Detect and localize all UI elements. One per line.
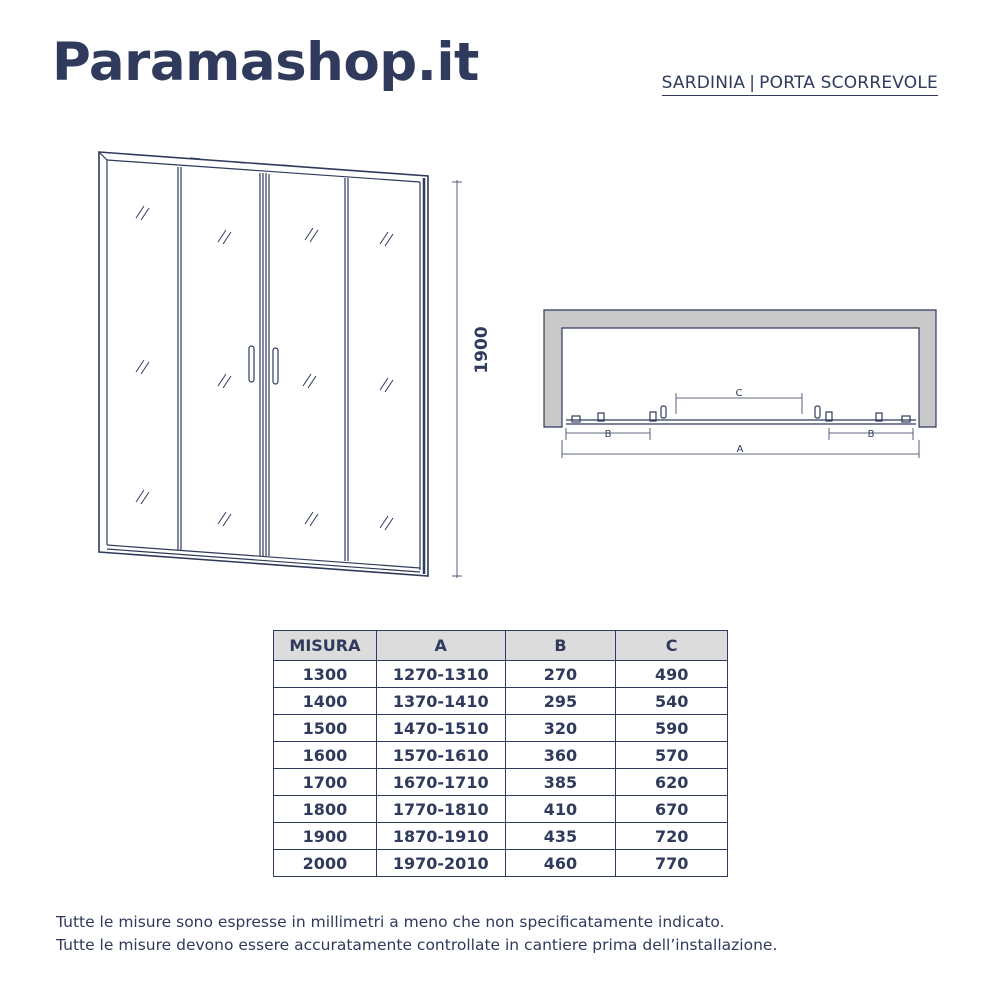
- cell-b: 360: [505, 742, 616, 769]
- cell-b: 435: [505, 823, 616, 850]
- cell-a: 1770-1810: [376, 796, 505, 823]
- table-row: [274, 661, 728, 688]
- plan-view-drawing: [544, 310, 936, 458]
- cell-a: 1370-1410: [376, 688, 505, 715]
- cell-misura: 1400: [274, 688, 377, 715]
- notes: [56, 911, 777, 957]
- dimension-c-label: C: [735, 388, 743, 399]
- cell-a: 1570-1610: [376, 742, 505, 769]
- cell-b: 295: [505, 688, 616, 715]
- cell-b: 270: [505, 661, 616, 688]
- cell-c: 570: [616, 742, 728, 769]
- table-row: [274, 850, 728, 877]
- dimension-b-right-label: B: [867, 429, 875, 440]
- cell-a: 1270-1310: [376, 661, 505, 688]
- cell-c: 590: [616, 715, 728, 742]
- cell-misura: 1700: [274, 769, 377, 796]
- note-units: Tutte le misure sono espresse in millimetri a meno che non specificatamente indicato.: [56, 913, 725, 931]
- cell-c: 770: [616, 850, 728, 877]
- cell-c: 540: [616, 688, 728, 715]
- cell-c: 490: [616, 661, 728, 688]
- product-type: PORTA SCORREVOLE: [759, 73, 938, 93]
- cell-b: 410: [505, 796, 616, 823]
- cell-c: 670: [616, 796, 728, 823]
- column-header-misura: MISURA: [274, 631, 377, 661]
- cell-b: 320: [505, 715, 616, 742]
- product-model: SARDINIA: [661, 73, 746, 93]
- brand-logo: Paramashop.it: [52, 32, 479, 93]
- front-view-drawing: [99, 152, 462, 578]
- cell-c: 620: [616, 769, 728, 796]
- table-header-row: [274, 631, 728, 661]
- cell-b: 460: [505, 850, 616, 877]
- table-row: [274, 796, 728, 823]
- cell-misura: 2000: [274, 850, 377, 877]
- cell-misura: 1500: [274, 715, 377, 742]
- cell-misura: 1800: [274, 796, 377, 823]
- cell-misura: 1300: [274, 661, 377, 688]
- title-separator: |: [749, 73, 756, 93]
- column-header-c: C: [616, 631, 728, 661]
- column-header-a: A: [376, 631, 505, 661]
- dimension-a-label: A: [736, 444, 744, 455]
- size-table: [273, 630, 728, 877]
- column-header-b: B: [505, 631, 616, 661]
- table-row: [274, 715, 728, 742]
- cell-b: 385: [505, 769, 616, 796]
- note-verify: Tutte le misure devono essere accuratamente controllate in cantiere prima dell’installazione.: [56, 936, 778, 954]
- table-row: [274, 769, 728, 796]
- cell-misura: 1900: [274, 823, 377, 850]
- table-row: [274, 742, 728, 769]
- cell-c: 720: [616, 823, 728, 850]
- cell-a: 1970-2010: [376, 850, 505, 877]
- cell-a: 1870-1910: [376, 823, 505, 850]
- table-row: [274, 688, 728, 715]
- cell-a: 1670-1710: [376, 769, 505, 796]
- dimension-b-left-label: B: [604, 429, 612, 440]
- cell-misura: 1600: [274, 742, 377, 769]
- cell-a: 1470-1510: [376, 715, 505, 742]
- table-row: [274, 823, 728, 850]
- height-dimension-label: 1900: [472, 326, 492, 374]
